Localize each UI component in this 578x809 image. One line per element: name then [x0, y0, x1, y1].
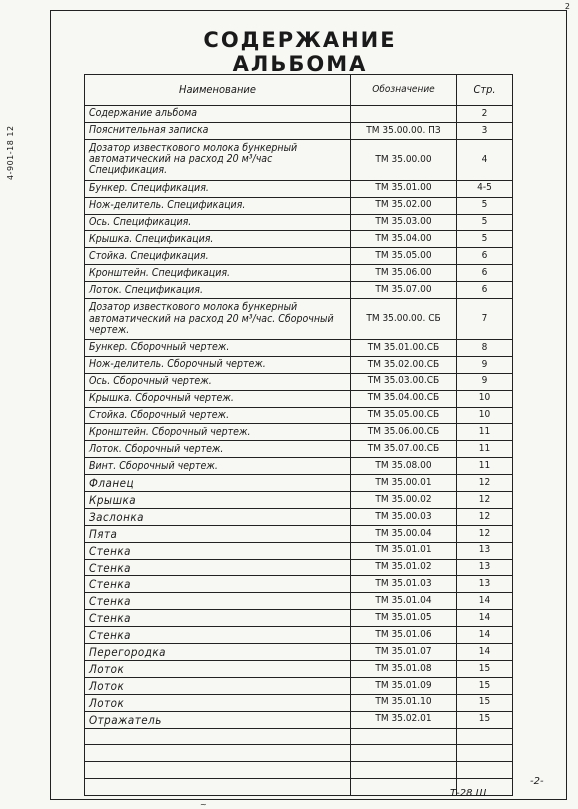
table-row	[85, 711, 513, 728]
row-page-cell: 12	[457, 508, 513, 525]
row-name-cell: Ось. Спецификация.	[85, 214, 351, 231]
row-code-cell: ТМ 35.00.00. СБ	[351, 299, 457, 340]
row-code-cell: ТМ 35.01.05	[351, 610, 457, 627]
table-row	[85, 390, 513, 407]
row-page-cell: 12	[457, 492, 513, 509]
row-name-cell: Крышка. Сборочный чертеж.	[85, 390, 351, 407]
header-code: Обозначение	[351, 75, 457, 106]
table-row	[85, 106, 513, 123]
row-name-cell: Перегородка	[85, 644, 351, 661]
empty-cell	[351, 728, 457, 745]
table-row	[85, 441, 513, 458]
row-code-cell: ТМ 35.00.04	[351, 525, 457, 542]
row-code-cell: ТМ 35.02.01	[351, 711, 457, 728]
row-name-cell: Пята	[85, 525, 351, 542]
table-row	[85, 282, 513, 299]
row-page-cell: 14	[457, 593, 513, 610]
row-page-cell: 6	[457, 248, 513, 265]
table-row	[85, 139, 513, 180]
empty-cell	[351, 745, 457, 762]
page-title: СОДЕРЖАНИЕ АЛЬБОМА	[203, 28, 397, 76]
row-name-cell: Нож-делитель. Спецификация.	[85, 197, 351, 214]
table-row	[85, 644, 513, 661]
empty-cell	[85, 762, 351, 779]
row-code-cell: ТМ 35.01.08	[351, 660, 457, 677]
row-name-cell: Бункер. Спецификация.	[85, 180, 351, 197]
row-page-cell: 13	[457, 576, 513, 593]
row-name-cell: Стенка	[85, 627, 351, 644]
row-page-cell: 4-5	[457, 180, 513, 197]
table-row	[85, 197, 513, 214]
row-name-cell: Стенка	[85, 542, 351, 559]
header-name: Наименование	[85, 75, 351, 106]
table-row	[85, 492, 513, 509]
row-code-cell: ТМ 35.00.00	[351, 139, 457, 180]
row-code-cell: ТМ 35.05.00	[351, 248, 457, 265]
corner-sheet-mark: 2	[564, 2, 570, 11]
table-row	[85, 610, 513, 627]
table-row	[85, 525, 513, 542]
empty-row	[85, 745, 513, 762]
row-name-cell: Дозатор известкового молока бункерный автоматический на расход 20 м³/час Спецификация.	[85, 139, 351, 180]
row-code-cell: ТМ 35.03.00.СБ	[351, 373, 457, 390]
row-code-cell: ТМ 35.00.01	[351, 475, 457, 492]
row-page-cell: 13	[457, 559, 513, 576]
table-row	[85, 265, 513, 282]
row-page-cell: 15	[457, 677, 513, 694]
row-name-cell: Стенка	[85, 593, 351, 610]
row-page-cell: 4	[457, 139, 513, 180]
side-document-code: 4-901-18 12	[6, 125, 15, 180]
table-row	[85, 593, 513, 610]
row-name-cell: Винт. Сборочный чертеж.	[85, 458, 351, 475]
row-code-cell: ТМ 35.06.00	[351, 265, 457, 282]
row-page-cell: 5	[457, 214, 513, 231]
row-code-cell: ТМ 35.03.00	[351, 214, 457, 231]
row-name-cell: Дозатор известкового молока бункерный автоматический на расход 20 м³/час. Сборочный чертеж.	[85, 299, 351, 340]
row-code-cell: ТМ 35.00.00. ПЗ	[351, 122, 457, 139]
contents-table	[84, 74, 513, 796]
row-name-cell: Отражатель	[85, 711, 351, 728]
row-name-cell: Лоток	[85, 660, 351, 677]
table-row	[85, 677, 513, 694]
empty-cell	[85, 779, 351, 796]
row-code-cell: ТМ 35.00.02	[351, 492, 457, 509]
row-page-cell: 5	[457, 197, 513, 214]
row-code-cell: ТМ 35.01.06	[351, 627, 457, 644]
row-name-cell: Лоток. Сборочный чертеж.	[85, 441, 351, 458]
row-page-cell: 15	[457, 711, 513, 728]
row-name-cell: Лоток. Спецификация.	[85, 282, 351, 299]
row-page-cell: 6	[457, 282, 513, 299]
row-code-cell: ТМ 35.01.00	[351, 180, 457, 197]
table-row	[85, 122, 513, 139]
empty-row	[85, 762, 513, 779]
row-page-cell: 2	[457, 106, 513, 123]
empty-cell	[457, 745, 513, 762]
table-row	[85, 576, 513, 593]
footer-mark-page: -2-	[530, 776, 544, 787]
empty-cell	[351, 762, 457, 779]
row-code-cell: ТМ 35.01.03	[351, 576, 457, 593]
row-page-cell: 3	[457, 122, 513, 139]
row-code-cell: ТМ 35.02.00.СБ	[351, 356, 457, 373]
row-page-cell: 14	[457, 610, 513, 627]
row-page-cell: 13	[457, 542, 513, 559]
empty-cell	[457, 728, 513, 745]
table-row	[85, 231, 513, 248]
row-name-cell: Крышка. Спецификация.	[85, 231, 351, 248]
row-page-cell: 11	[457, 441, 513, 458]
header-page: Стр.	[457, 75, 513, 106]
row-code-cell: ТМ 35.01.09	[351, 677, 457, 694]
row-page-cell: 12	[457, 525, 513, 542]
row-code-cell: ТМ 35.00.03	[351, 508, 457, 525]
row-page-cell: 10	[457, 390, 513, 407]
table-row	[85, 694, 513, 711]
table-row	[85, 248, 513, 265]
row-page-cell: 15	[457, 660, 513, 677]
row-page-cell: 11	[457, 458, 513, 475]
row-code-cell: ТМ 35.01.07	[351, 644, 457, 661]
row-name-cell: Стенка	[85, 576, 351, 593]
row-name-cell: Крышка	[85, 492, 351, 509]
empty-cell	[85, 745, 351, 762]
table-row	[85, 559, 513, 576]
table-row	[85, 299, 513, 340]
row-code-cell: ТМ 35.01.10	[351, 694, 457, 711]
row-code-cell: ТМ 35.07.00.СБ	[351, 441, 457, 458]
row-page-cell: 6	[457, 265, 513, 282]
table-row	[85, 660, 513, 677]
footer-mark-tilde: ~	[200, 800, 207, 809]
row-name-cell: Стойка. Сборочный чертеж.	[85, 407, 351, 424]
row-page-cell: 14	[457, 644, 513, 661]
row-name-cell: Пояснительная записка	[85, 122, 351, 139]
table-row	[85, 180, 513, 197]
empty-row	[85, 779, 513, 796]
row-name-cell: Заслонка	[85, 508, 351, 525]
row-page-cell: 9	[457, 373, 513, 390]
row-code-cell: ТМ 35.07.00	[351, 282, 457, 299]
row-name-cell: Содержание альбома	[85, 106, 351, 123]
row-code-cell: ТМ 35.04.00	[351, 231, 457, 248]
row-name-cell: Кронштейн. Спецификация.	[85, 265, 351, 282]
row-page-cell: 14	[457, 627, 513, 644]
table-row	[85, 542, 513, 559]
row-name-cell: Лоток	[85, 694, 351, 711]
row-page-cell: 5	[457, 231, 513, 248]
table-row	[85, 458, 513, 475]
table-row	[85, 214, 513, 231]
row-name-cell: Кронштейн. Сборочный чертеж.	[85, 424, 351, 441]
row-name-cell: Стенка	[85, 559, 351, 576]
empty-cell	[351, 779, 457, 796]
row-code-cell: ТМ 35.05.00.СБ	[351, 407, 457, 424]
table-row	[85, 340, 513, 357]
table-header-row	[85, 75, 513, 106]
table-row	[85, 627, 513, 644]
row-name-cell: Ось. Сборочный чертеж.	[85, 373, 351, 390]
table-row	[85, 356, 513, 373]
row-name-cell: Лоток	[85, 677, 351, 694]
empty-cell	[85, 728, 351, 745]
row-code-cell	[351, 106, 457, 123]
row-page-cell: 8	[457, 340, 513, 357]
row-page-cell: 12	[457, 475, 513, 492]
row-code-cell: ТМ 35.04.00.СБ	[351, 390, 457, 407]
row-page-cell: 10	[457, 407, 513, 424]
row-code-cell: ТМ 35.01.02	[351, 559, 457, 576]
row-code-cell: ТМ 35.06.00.СБ	[351, 424, 457, 441]
row-code-cell: ТМ 35.01.01	[351, 542, 457, 559]
row-code-cell: ТМ 35.01.04	[351, 593, 457, 610]
row-page-cell: 15	[457, 694, 513, 711]
row-name-cell: Нож-делитель. Сборочный чертеж.	[85, 356, 351, 373]
row-name-cell: Стойка. Спецификация.	[85, 248, 351, 265]
row-code-cell: ТМ 35.02.00	[351, 197, 457, 214]
row-code-cell: ТМ 35.08.00	[351, 458, 457, 475]
row-page-cell: 9	[457, 356, 513, 373]
row-code-cell: ТМ 35.01.00.СБ	[351, 340, 457, 357]
row-page-cell: 11	[457, 424, 513, 441]
row-name-cell: Фланец	[85, 475, 351, 492]
row-name-cell: Стенка	[85, 610, 351, 627]
table-row	[85, 424, 513, 441]
table-row	[85, 475, 513, 492]
table-row	[85, 508, 513, 525]
footer-mark-sheet: Т-28 Ш	[450, 788, 487, 799]
empty-cell	[457, 762, 513, 779]
row-page-cell: 7	[457, 299, 513, 340]
row-name-cell: Бункер. Сборочный чертеж.	[85, 340, 351, 357]
empty-row	[85, 728, 513, 745]
table-row	[85, 373, 513, 390]
table-row	[85, 407, 513, 424]
